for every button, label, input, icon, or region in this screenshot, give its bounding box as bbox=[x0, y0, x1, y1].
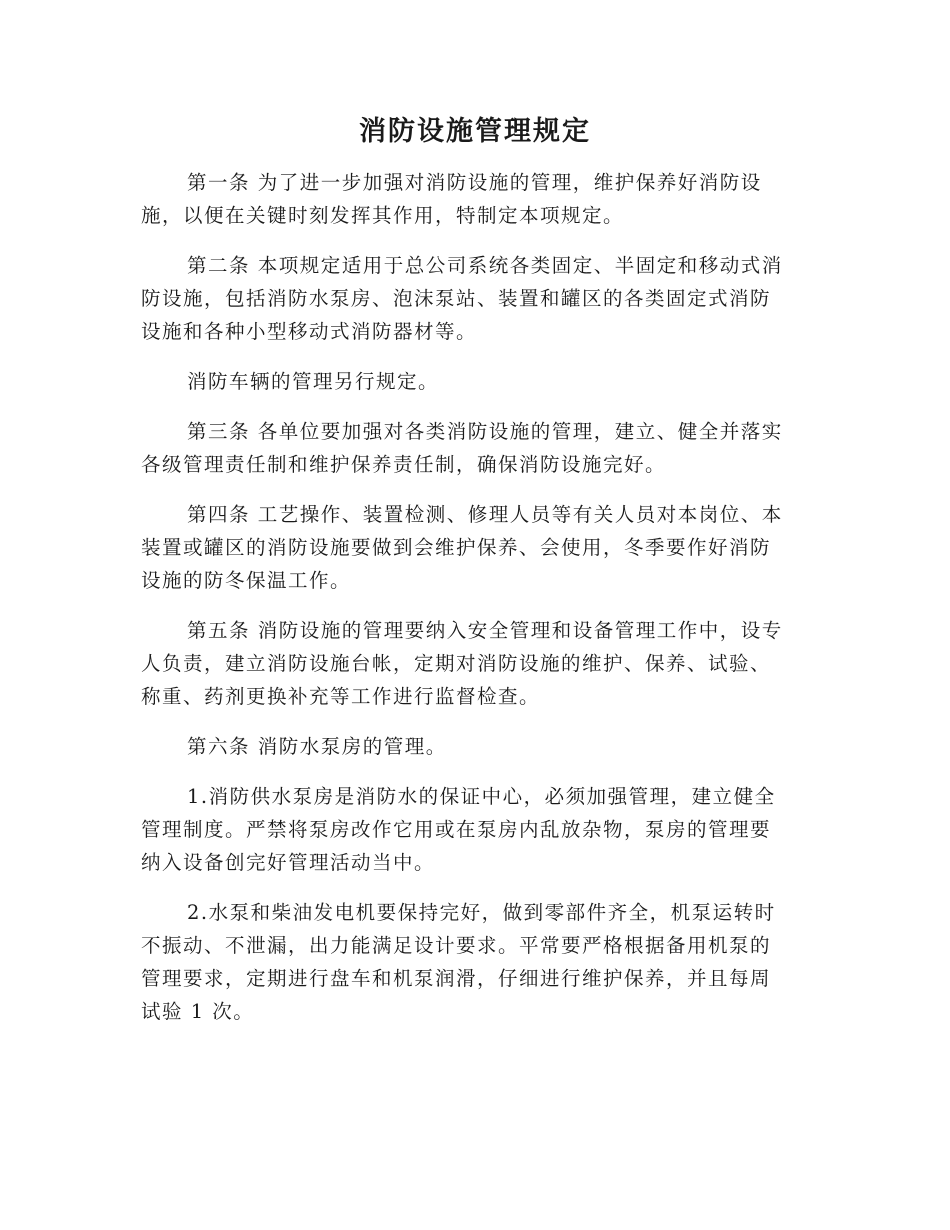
paragraph-line: 试验 1 次。 bbox=[141, 1000, 255, 1023]
paragraph-line: 装置或罐区的消防设施要做到会维护保养、会使用，冬季要作好消防 bbox=[141, 536, 772, 559]
paragraph-article-6 bbox=[141, 730, 809, 763]
paragraph-article-2 bbox=[141, 249, 809, 348]
paragraph-item-1 bbox=[141, 780, 809, 879]
paragraph-line: 防设施，包括消防水泵房、泡沫泵站、装置和罐区的各类固定式消防 bbox=[141, 287, 772, 310]
paragraph-line: 称重、药剂更换补充等工作进行监督检查。 bbox=[141, 685, 541, 708]
paragraph-article-1 bbox=[141, 166, 809, 232]
paragraph-line: 各级管理责任制和维护保养责任制，确保消防设施完好。 bbox=[141, 453, 667, 476]
paragraph-line: 纳入设备创完好管理活动当中。 bbox=[141, 851, 436, 874]
paragraph-article-4 bbox=[141, 498, 809, 597]
paragraph-line: 第二条 本项规定适用于总公司系统各类固定、半固定和移动式消 bbox=[187, 254, 783, 277]
document-body bbox=[141, 166, 809, 1045]
paragraph-line: 管理要求，定期进行盘车和机泵润滑，仔细进行维护保养，并且每周 bbox=[141, 967, 772, 990]
paragraph-line: 第五条 消防设施的管理要纳入安全管理和设备管理工作中，设专 bbox=[187, 619, 783, 642]
document-title: 消防设施管理规定 bbox=[359, 116, 591, 147]
paragraph-article-3 bbox=[141, 415, 809, 481]
paragraph-line: 施，以便在关键时刻发挥其作用，特制定本项规定。 bbox=[141, 204, 625, 227]
paragraph-item-2 bbox=[141, 896, 809, 1028]
paragraph-line: 不振动、不泄漏，出力能满足设计要求。平常要严格根据备用机泵的 bbox=[141, 934, 772, 957]
paragraph-line: 1.消防供水泵房是消防水的保证中心，必须加强管理，建立健全 bbox=[187, 785, 776, 808]
paragraph-line: 管理制度。严禁将泵房改作它用或在泵房内乱放杂物，泵房的管理要 bbox=[141, 818, 772, 841]
paragraph-article-5 bbox=[141, 614, 809, 713]
paragraph-line: 2.水泵和柴油发电机要保持完好，做到零部件齐全，机泵运转时 bbox=[187, 901, 776, 924]
paragraph-line: 人负责，建立消防设施台帐，定期对消防设施的维护、保养、试验、 bbox=[141, 652, 772, 675]
paragraph-vehicle-note bbox=[141, 365, 809, 398]
paragraph-line: 第三条 各单位要加强对各类消防设施的管理，建立、健全并落实 bbox=[187, 420, 783, 443]
paragraph-line: 第四条 工艺操作、装置检测、修理人员等有关人员对本岗位、本 bbox=[187, 503, 783, 526]
paragraph-line: 消防车辆的管理另行规定。 bbox=[187, 370, 440, 393]
paragraph-line: 第六条 消防水泵房的管理。 bbox=[187, 735, 447, 758]
paragraph-line: 设施和各种小型移动式消防器材等。 bbox=[141, 320, 478, 343]
paragraph-line: 设施的防冬保温工作。 bbox=[141, 569, 352, 592]
paragraph-line: 第一条 为了进一步加强对消防设施的管理，维护保养好消防设 bbox=[187, 171, 762, 194]
